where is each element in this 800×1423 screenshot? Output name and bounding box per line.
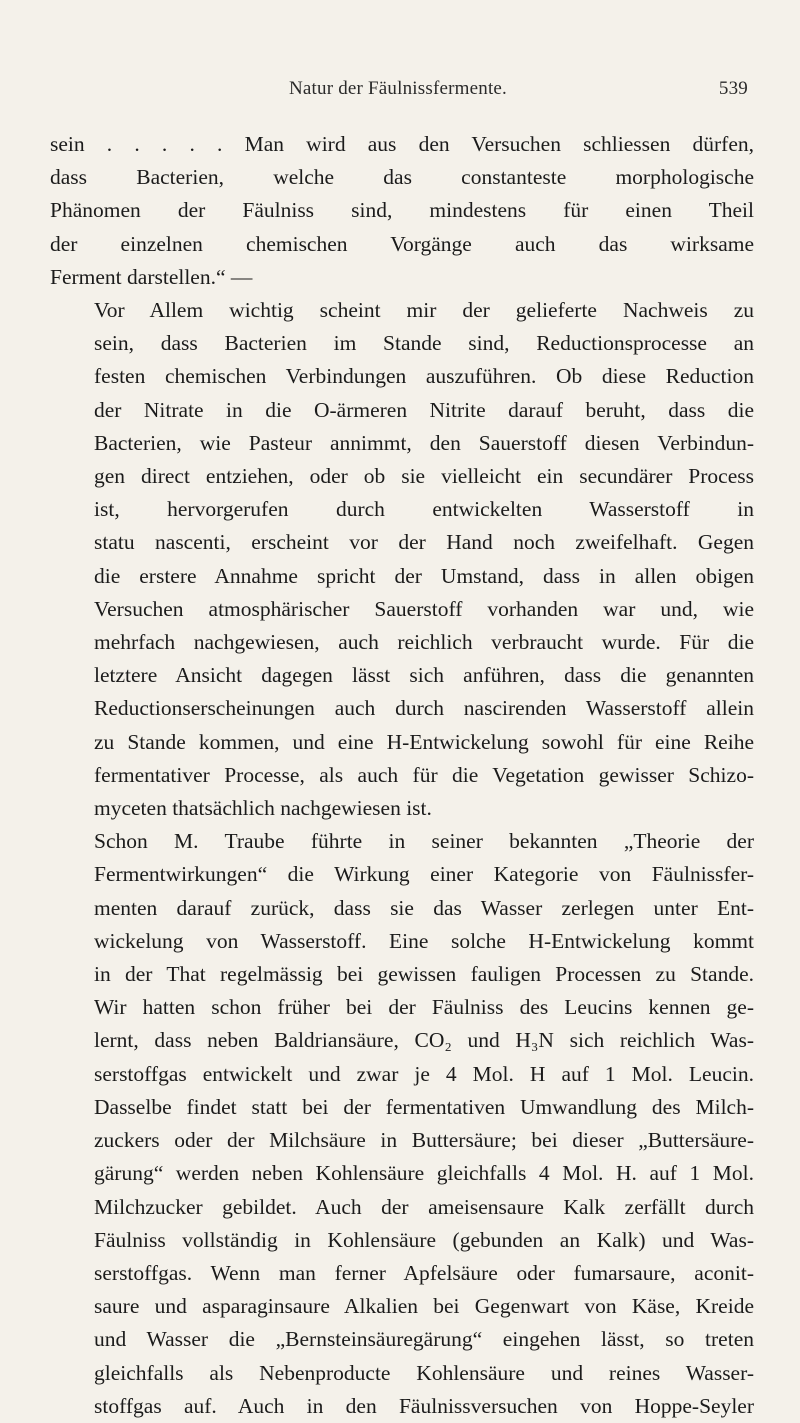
text-line: fermentativer Processe, als auch für die Vegetation gewisser Schizo- — [94, 762, 754, 787]
text-line: mehrfach nachgewiesen, auch reichlich verbraucht wurde. Für die — [94, 630, 754, 655]
text-line: wickelung von Wasserstoff. Eine solche H-Entwickelung kommt — [94, 928, 754, 953]
text-line: saure und asparaginsaure Alkalien bei Gegenwart von Käse, Kreide — [94, 1294, 754, 1319]
text-line: Fermentwirkungen“ die Wirkung einer Kategorie von Fäulnissfer- — [94, 862, 754, 887]
text-line: letztere Ansicht dagegen lässt sich anführen, dass die genannten — [94, 663, 754, 688]
text-line: der Nitrate in die O-ärmeren Nitrite darauf beruht, dass die — [94, 397, 754, 422]
text-line: ist, hervorgerufen durch entwickelten Wasserstoff in — [94, 497, 754, 522]
text-line: myceten thatsächlich nachgewiesen ist. — [94, 796, 432, 821]
text-line: stoffgas auf. Auch in den Fäulnissversuchen von Hoppe-Seyler — [94, 1393, 754, 1418]
text-line: Versuchen atmosphärischer Sauerstoff vorhanden war und, wie — [94, 596, 754, 621]
text-line: Dasselbe findet statt bei der fermentativen Umwandlung des Milch- — [94, 1094, 754, 1119]
text-line: Phänomen der Fäulniss sind, mindestens für einen Theil — [50, 198, 754, 223]
text-line: lernt, dass neben Baldriansäure, CO₂ und H₃N sich reichlich Was- — [94, 1028, 754, 1053]
text-line: in der That regelmässig bei gewissen fauligen Processen zu Stande. — [94, 962, 754, 987]
paragraph-2 — [50, 294, 754, 825]
text-line: der einzelnen chemischen Vorgänge auch das wirksame — [50, 231, 754, 256]
text-line: festen chemischen Verbindungen auszuführen. Ob diese Reduction — [94, 364, 754, 389]
text-line: gen direct entziehen, oder ob sie vielleicht ein secundärer Process — [94, 464, 754, 489]
text-line: Fäulniss vollständig in Kohlensäure (gebunden an Kalk) und Was- — [94, 1227, 754, 1252]
paragraph-1 — [50, 128, 754, 294]
text-line: die erstere Annahme spricht der Umstand, dass in allen obigen — [94, 563, 754, 588]
text-line: serstoffgas. Wenn man ferner Apfelsäure oder fumarsaure, aconit- — [94, 1260, 754, 1285]
text-line: Wir hatten schon früher bei der Fäulniss des Leucins kennen ge- — [94, 995, 754, 1020]
body-text — [50, 128, 754, 1423]
text-line: gärung“ werden neben Kohlensäure gleichfalls 4 Mol. H. auf 1 Mol. — [94, 1161, 754, 1186]
text-line: zu Stande kommen, und eine H-Entwickelung sowohl für eine Reihe — [94, 729, 754, 754]
text-line: menten darauf zurück, dass sie das Wasser zerlegen unter Ent- — [94, 895, 754, 920]
text-line: und Wasser die „Bernsteinsäuregärung“ eingehen lässt, so treten — [94, 1327, 754, 1352]
text-line: Milchzucker gebildet. Auch der ameisensaure Kalk zerfällt durch — [94, 1194, 754, 1219]
running-head — [48, 78, 748, 106]
paragraph-3 — [50, 825, 754, 1423]
text-line: Ferment darstellen.“ — — [50, 264, 253, 289]
text-line: dass Bacterien, welche das constanteste morphologische — [50, 165, 754, 190]
text-line: sein . . . . . Man wird aus den Versuchen schliessen dürfen, — [50, 132, 754, 156]
text-line: sein, dass Bacterien im Stande sind, Reductionsprocesse an — [94, 331, 754, 356]
text-line: Vor Allem wichtig scheint mir der gelieferte Nachweis zu — [94, 298, 754, 323]
running-title: Natur der Fäulnissfermente. — [288, 78, 508, 99]
text-line: statu nascenti, erscheint vor der Hand noch zweifelhaft. Gegen — [94, 530, 754, 555]
text-line: serstoffgas entwickelt und zwar je 4 Mol. H auf 1 Mol. Leucin. — [94, 1061, 754, 1086]
page-number: 539 — [718, 78, 748, 99]
text-line: Reductionserscheinungen auch durch nascirenden Wasserstoff allein — [94, 696, 754, 721]
text-line: zuckers oder der Milchsäure in Buttersäure; bei dieser „Buttersäure- — [94, 1128, 754, 1153]
text-line: gleichfalls als Nebenproducte Kohlensäure und reines Wasser- — [94, 1360, 754, 1385]
text-line: Schon M. Traube führte in seiner bekannten „Theorie der — [94, 829, 754, 854]
text-line: Bacterien, wie Pasteur annimmt, den Sauerstoff diesen Verbindun- — [94, 430, 754, 455]
